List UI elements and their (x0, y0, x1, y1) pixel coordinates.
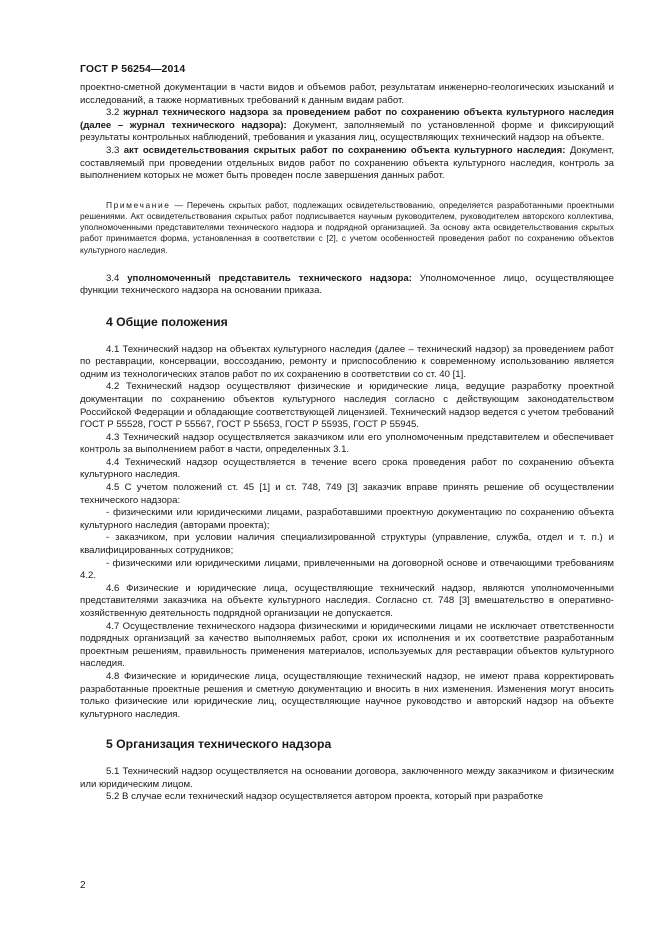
definition-3-2 (80, 107, 614, 145)
page-number: 2 (80, 880, 86, 891)
section-4-title: 4 Общие положения (106, 314, 228, 329)
definition-number: 3.4 (106, 272, 128, 284)
note-label: Примечание (106, 199, 171, 210)
paragraph-4-1: 4.1 Технический надзор на объектах культурного наследия (далее – технический надзор) за проведением работ по реставрации, консервации, воссозданию, ремонту и приспособлению к современному использованию является одним из технологических этапов работ по их сохранению в соответствии со ст. 40 [1]. (80, 343, 614, 380)
note-text: — Перечень скрытых работ, подлежащих освидетельствованию, определяется разработанными проектными решениями. Акт освидетельствования скрытых работ подписывается научным руководителем, руководителем авторского коллектива, уполномоченными представителями технического надзора и подрядной организацией. За основу акта освидетельствования скрытых работ принимается форма, установленная в соответствии с [2], с учетом особенностей проведения работ по сохранению объектов культурного наследия. (80, 199, 614, 255)
paragraph-4-3: 4.3 Технический надзор осуществляется заказчиком или его уполномоченным представителем и обеспечивает контроль за выполнением работ в части, определенных 3.1. (80, 431, 614, 456)
definition-term: акт освидетельствования скрытых работ по сохранению объекта культурного наследия: (123, 144, 566, 156)
paragraph-4-7: 4.7 Осуществление технического надзора физическими и юридическими лицами не исключает ответственности подрядных организаций за качество выполняемых работ, сроки их исполнения и их соответствие разработанным проектным решениям, правильность применения материалов, используемых для реставрации объектов культурного наследия. (80, 620, 614, 670)
paragraph-4-8: 4.8 Физические и юридические лица, осуществляющие технический надзор, не имеют права корректировать разработанные проектные решения и сметную документацию и вносить в них изменения. Изменения могут вносить только физические или юридические лиц, осуществляющие научное руководство и авторский надзор на объекте культурного наследия. (80, 670, 614, 720)
paragraph-continuation: проектно-сметной документации в части видов и объемов работ, результатам инженерно-геологических изысканий и исследований, а также нормативных требований к данным видам работ. (80, 82, 614, 106)
paragraph-5-2: 5.2 В случае если технический надзор осуществляется автором проекта, который при разработке (106, 791, 544, 803)
definition-number: 3.2 (106, 107, 124, 119)
note (80, 200, 614, 256)
list-item: - физическими или юридическими лицами, разработавшими проектную документацию по сохранению объекта культурного наследия (авторами проекта); (80, 507, 614, 531)
definition-text: Уполномоченное лицо, осуществляющее функции технического надзора на основании приказа. (80, 272, 614, 297)
paragraph-4-6: 4.6 Физические и юридические лица, осуществляющие технический надзор, являются уполномоченными представителями заказчика на объекте культурного наследия. Согласно ст. 748 [3] вмешательство в оперативно-хозяйственную деятельность подрядной организации не допускается. (80, 582, 614, 620)
definition-term: уполномоченный представитель технического надзора: (127, 272, 412, 284)
definition-3-4 (80, 273, 614, 298)
paragraph-5-1: 5.1 Технический надзор осуществляется на основании договора, заключенного между заказчиком и физическим или юридическим лицом. (80, 765, 614, 790)
list-item: - заказчиком, при условии наличия специализированной структуры (управление, служба, отдел и т. п.) и квалифицированных сотрудников; (80, 532, 614, 557)
definition-3-3 (80, 145, 614, 183)
paragraph-4-5: 4.5 С учетом положений ст. 45 [1] и ст. 748, 749 [3] заказчик вправе принять решение об осуществлении технического надзора: (80, 482, 614, 506)
definition-text: Документ, заполняемый по установленной форме и фиксирующий результаты контрольных наблюдений, требования и указания лиц, осуществляющих технический надзор на объекте. (80, 119, 615, 144)
document-body (80, 82, 614, 804)
list-item: - физическими или юридическими лицами, привлеченными на договорной основе и отвечающими требованиям 4.2. (80, 557, 614, 582)
section-5-title: 5 Организация технического надзора (106, 737, 332, 752)
definition-term: журнал технического надзора за проведением работ по сохранению объекта культурного наследия (далее – журнал технического надзора): (80, 107, 614, 131)
document-header: ГОСТ Р 56254—2014 (80, 63, 186, 75)
definition-number: 3.3 (106, 144, 124, 156)
paragraph-4-2: 4.2 Технический надзор осуществляют физические и юридические лица, ведущие разработку проектной документации по сохранению объектов культурного наследия согласно с действующим законодательством Российской Федерации и обладающие соответствующей лицензией. Технический надзор ведется с учетом требований ГОСТ Р 55528, ГОСТ Р 55567, ГОСТ Р 55653, ГОСТ Р 55935, ГОСТ Р 55945. (80, 381, 614, 431)
paragraph-4-4: 4.4 Технический надзор осуществляется в течение всего срока проведения работ по сохранению объекта культурного наследия. (80, 456, 614, 481)
definition-text: Документ, составляемый при проведении отдельных видов работ по сохранению объекта культурного наследия, контроль за выполнением которых не может быть проведен после завершения данных работ. (80, 144, 614, 182)
